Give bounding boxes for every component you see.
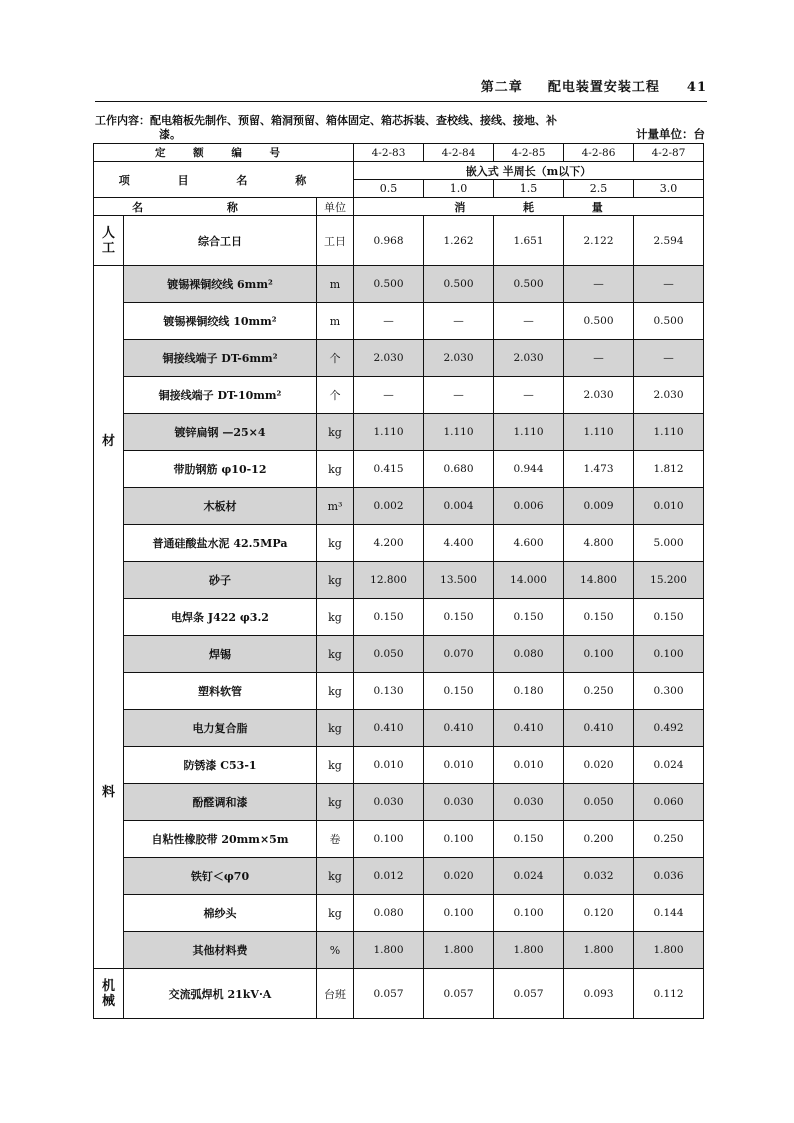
item-value: 0.150 [494, 599, 564, 636]
item-value: 0.020 [424, 858, 494, 895]
quota-code: 4-2-87 [634, 144, 704, 162]
item-unit: 卷 [317, 821, 354, 858]
work-content-line2: 漆。 [159, 128, 181, 141]
item-unit: kg [317, 636, 354, 673]
item-value: — [354, 377, 424, 414]
table-row [94, 969, 704, 1019]
item-value: 0.410 [564, 710, 634, 747]
item-name: 塑料软管 [124, 673, 317, 710]
item-value: 1.110 [424, 414, 494, 451]
item-value: 1.110 [494, 414, 564, 451]
item-value: — [494, 377, 564, 414]
item-name: 电焊条 J422 φ3.2 [124, 599, 317, 636]
item-name: 电力复合脂 [124, 710, 317, 747]
item-name: 焊锡 [124, 636, 317, 673]
item-unit: 工日 [317, 216, 354, 266]
item-value: 0.500 [564, 303, 634, 340]
item-value: 2.030 [634, 377, 704, 414]
table-row [94, 710, 704, 747]
item-value: 14.000 [494, 562, 564, 599]
page-number: 41 [686, 80, 707, 95]
item-value: 0.500 [634, 303, 704, 340]
item-unit: kg [317, 562, 354, 599]
item-value: 0.150 [354, 599, 424, 636]
item-value: — [494, 303, 564, 340]
item-value: 1.651 [494, 216, 564, 266]
item-value: 0.250 [564, 673, 634, 710]
item-unit: kg [317, 710, 354, 747]
item-value: 1.110 [354, 414, 424, 451]
category-char: 人 [101, 225, 115, 241]
column-header-row [94, 198, 704, 216]
work-content-line1: 配电箱板先制作、预留、箱洞预留、箱体固定、箱芯拆装、查校线、接线、接地、补 [150, 114, 557, 127]
item-value: 0.030 [354, 784, 424, 821]
item-value: 0.020 [564, 747, 634, 784]
quota-table-body [94, 144, 704, 1019]
item-value: 0.036 [634, 858, 704, 895]
item-name: 棉纱头 [124, 895, 317, 932]
item-value: 4.400 [424, 525, 494, 562]
item-value: 0.415 [354, 451, 424, 488]
table-row [94, 599, 704, 636]
item-value: — [424, 303, 494, 340]
item-value: 0.010 [354, 747, 424, 784]
item-value: 1.800 [424, 932, 494, 969]
item-value: 0.009 [564, 488, 634, 525]
item-value: 2.030 [494, 340, 564, 377]
table-row [94, 821, 704, 858]
table-row [94, 451, 704, 488]
item-value: 0.050 [564, 784, 634, 821]
item-value: 0.100 [634, 636, 704, 673]
item-value: 0.150 [494, 821, 564, 858]
table-row [94, 340, 704, 377]
category-machinery [94, 969, 124, 1019]
item-value: 0.024 [634, 747, 704, 784]
table-row [94, 673, 704, 710]
item-value: 1.800 [564, 932, 634, 969]
item-value: 0.057 [494, 969, 564, 1019]
item-name: 镀锌扁钢 —25×4 [124, 414, 317, 451]
item-name: 综合工日 [124, 216, 317, 266]
item-value: 0.112 [634, 969, 704, 1019]
item-value: 1.812 [634, 451, 704, 488]
item-value: 12.800 [354, 562, 424, 599]
item-value: 0.010 [424, 747, 494, 784]
category-labor [94, 216, 124, 266]
measurement-unit: 计量单位：台 [636, 127, 705, 141]
item-value: 0.944 [494, 451, 564, 488]
item-value: 0.060 [634, 784, 704, 821]
item-unit: kg [317, 599, 354, 636]
item-value: 0.200 [564, 821, 634, 858]
item-value: 0.150 [564, 599, 634, 636]
item-value: — [354, 303, 424, 340]
item-value: 0.500 [494, 266, 564, 303]
item-name: 砂子 [124, 562, 317, 599]
category-materials [94, 266, 124, 969]
item-value: 5.000 [634, 525, 704, 562]
table-row [94, 216, 704, 266]
item-value: 1.110 [564, 414, 634, 451]
item-value: 1.473 [564, 451, 634, 488]
item-value: 1.262 [424, 216, 494, 266]
item-value: 0.002 [354, 488, 424, 525]
item-value: — [634, 266, 704, 303]
item-value: 0.100 [354, 821, 424, 858]
spec-value: 2.5 [564, 180, 634, 198]
spec-header-row [94, 162, 704, 180]
table-row [94, 414, 704, 451]
item-value: — [634, 340, 704, 377]
item-unit: 个 [317, 340, 354, 377]
item-value: 2.594 [634, 216, 704, 266]
item-value: 0.030 [424, 784, 494, 821]
consumption-char: 耗 [523, 200, 535, 214]
item-name: 交流弧焊机 21kV·A [124, 969, 317, 1019]
item-unit: kg [317, 858, 354, 895]
item-value: 0.070 [424, 636, 494, 673]
item-value: 0.012 [354, 858, 424, 895]
spec-value: 1.0 [424, 180, 494, 198]
item-name: 铜接线端子 DT-10mm² [124, 377, 317, 414]
quota-code: 4-2-83 [354, 144, 424, 162]
item-unit: kg [317, 525, 354, 562]
item-value: 1.800 [494, 932, 564, 969]
category-char: 料 [101, 785, 115, 800]
item-value: 0.050 [354, 636, 424, 673]
table-row [94, 784, 704, 821]
category-char: 机 [101, 978, 115, 994]
consumption-char: 量 [591, 200, 603, 214]
quota-code: 4-2-85 [494, 144, 564, 162]
item-unit: kg [317, 414, 354, 451]
item-unit: kg [317, 747, 354, 784]
item-value: 0.180 [494, 673, 564, 710]
work-content-label: 工作内容： [95, 114, 150, 127]
item-value: 0.032 [564, 858, 634, 895]
item-value: 0.100 [494, 895, 564, 932]
table-row [94, 747, 704, 784]
item-name: 带肋钢筋 φ10-12 [124, 451, 317, 488]
item-value: 0.410 [354, 710, 424, 747]
item-value: 2.030 [354, 340, 424, 377]
item-name: 铜接线端子 DT-6mm² [124, 340, 317, 377]
item-value: 0.080 [494, 636, 564, 673]
item-name: 防锈漆 C53-1 [124, 747, 317, 784]
item-value: 1.800 [354, 932, 424, 969]
spec-value: 0.5 [354, 180, 424, 198]
category-char: 工 [101, 240, 115, 256]
item-value: 0.010 [494, 747, 564, 784]
item-name: 木板材 [124, 488, 317, 525]
item-name: 自粘性橡胶带 20mm×5m [124, 821, 317, 858]
quota-code: 4-2-86 [564, 144, 634, 162]
item-unit: kg [317, 673, 354, 710]
item-name: 普通硅酸盐水泥 42.5MPa [124, 525, 317, 562]
item-value: 0.024 [494, 858, 564, 895]
item-value: 0.004 [424, 488, 494, 525]
item-value: 0.150 [634, 599, 704, 636]
item-value: 0.010 [634, 488, 704, 525]
table-row [94, 562, 704, 599]
item-value: 1.800 [634, 932, 704, 969]
item-value: — [564, 266, 634, 303]
item-name: 镀锡裸铜绞线 10mm² [124, 303, 317, 340]
item-value: 2.122 [564, 216, 634, 266]
item-value: 0.250 [634, 821, 704, 858]
item-value: 0.410 [494, 710, 564, 747]
spec-value: 3.0 [634, 180, 704, 198]
item-unit: m [317, 266, 354, 303]
item-name: 其他材料费 [124, 932, 317, 969]
item-unit: % [317, 932, 354, 969]
item-name: 铁钉＜φ70 [124, 858, 317, 895]
item-value: 0.030 [494, 784, 564, 821]
col-consumption-header [354, 198, 704, 216]
item-value: 0.968 [354, 216, 424, 266]
quota-code-label: 定 额 编 号 [94, 144, 354, 162]
page-header [95, 76, 707, 100]
item-value: 0.150 [424, 599, 494, 636]
item-value: 0.006 [494, 488, 564, 525]
item-value: 1.110 [634, 414, 704, 451]
quota-table [93, 143, 704, 1019]
item-value: 0.130 [354, 673, 424, 710]
category-char: 械 [101, 993, 115, 1009]
item-value: 0.410 [424, 710, 494, 747]
item-value: 0.100 [424, 895, 494, 932]
item-value: 0.500 [424, 266, 494, 303]
spec-label: 嵌入式 半周长（m以下） [354, 162, 704, 180]
table-row [94, 636, 704, 673]
table-row [94, 303, 704, 340]
item-value: 0.680 [424, 451, 494, 488]
item-value: — [564, 340, 634, 377]
item-unit: 个 [317, 377, 354, 414]
item-value: 2.030 [424, 340, 494, 377]
table-row [94, 858, 704, 895]
item-unit: kg [317, 451, 354, 488]
item-value: 0.093 [564, 969, 634, 1019]
col-name-header: 名 称 [94, 198, 317, 216]
category-char: 材 [101, 434, 115, 449]
item-value: 0.057 [424, 969, 494, 1019]
item-value: 4.800 [564, 525, 634, 562]
chapter-title: 配电装置安装工程 [547, 80, 660, 95]
item-value: 14.800 [564, 562, 634, 599]
table-row [94, 488, 704, 525]
item-value: 0.144 [634, 895, 704, 932]
item-value: 0.057 [354, 969, 424, 1019]
table-row [94, 895, 704, 932]
spec-value: 1.5 [494, 180, 564, 198]
item-value: — [424, 377, 494, 414]
item-unit: 台班 [317, 969, 354, 1019]
chapter-label: 第二章 [480, 80, 523, 95]
item-name: 镀锡裸铜绞线 6mm² [124, 266, 317, 303]
item-value: 13.500 [424, 562, 494, 599]
item-value: 0.120 [564, 895, 634, 932]
item-value: 0.492 [634, 710, 704, 747]
consumption-char: 消 [454, 200, 466, 214]
item-value: 0.100 [564, 636, 634, 673]
col-unit-header: 单位 [317, 198, 354, 216]
item-value: 4.200 [354, 525, 424, 562]
table-row [94, 377, 704, 414]
quota-code: 4-2-84 [424, 144, 494, 162]
item-value: 15.200 [634, 562, 704, 599]
item-value: 0.100 [424, 821, 494, 858]
table-row [94, 266, 704, 303]
table-row [94, 932, 704, 969]
work-content [95, 114, 625, 142]
item-value: 0.080 [354, 895, 424, 932]
quota-code-row [94, 144, 704, 162]
item-unit: kg [317, 895, 354, 932]
item-value: 0.300 [634, 673, 704, 710]
item-value: 0.500 [354, 266, 424, 303]
item-unit: m [317, 303, 354, 340]
item-value: 4.600 [494, 525, 564, 562]
item-name: 酚醛调和漆 [124, 784, 317, 821]
item-unit: kg [317, 784, 354, 821]
item-name-label: 项 目 名 称 [94, 162, 354, 198]
item-value: 2.030 [564, 377, 634, 414]
item-value: 0.150 [424, 673, 494, 710]
header-divider [95, 101, 707, 102]
table-row [94, 525, 704, 562]
item-unit: m³ [317, 488, 354, 525]
